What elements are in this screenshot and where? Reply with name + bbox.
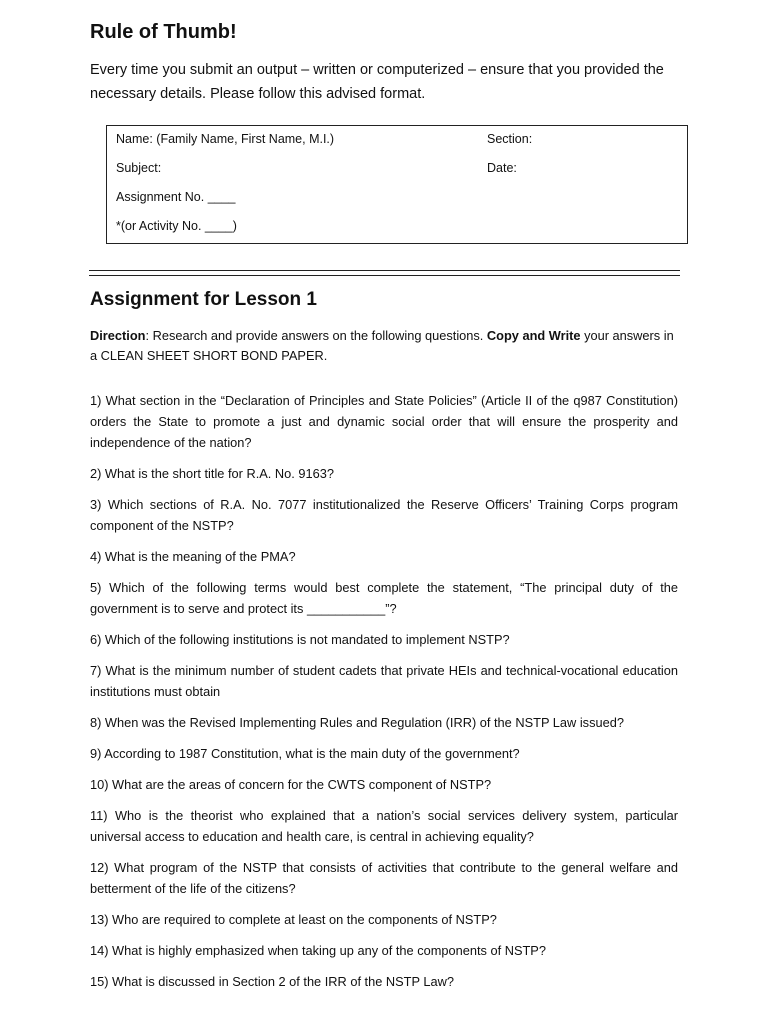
intro-paragraph: Every time you submit an output – written or computerized – ensure that you provided the necessary details. Please follow this advised format. [90, 62, 664, 102]
date-label: Date: [487, 161, 517, 175]
direction-text-1: : Research and provide answers on the following questions. [145, 328, 487, 343]
question-item: 5) Which of the following terms would best complete the statement, “The principal duty of the government is to serve and protect its ___________”? [90, 580, 678, 616]
question-item: 1) What section in the “Declaration of Principles and State Policies” (Article II of the q987 Constitution) orders the State to promote a just and dynamic social order that will ensure the prosperity and independence of the nation? [90, 393, 678, 450]
subject-label: Subject: [116, 161, 162, 175]
question-item: 2) What is the short title for R.A. No. 9163? [90, 466, 334, 481]
question-item: 14) What is highly emphasized when taking up any of the components of NSTP? [90, 943, 546, 958]
question-item: 7) What is the minimum number of student cadets that private HEIs and technical-vocational education institutions must obtain [90, 663, 678, 699]
question-item: 10) What are the areas of concern for the CWTS component of NSTP? [90, 777, 492, 792]
direction-label: Direction [90, 328, 146, 343]
direction-paragraph [90, 326, 680, 366]
question-item: 6) Which of the following institutions is not mandated to implement NSTP? [90, 632, 510, 647]
assignment-title: Assignment for Lesson 1 [90, 289, 317, 310]
direction-text-2: your answers in a CLEAN SHEET SHORT BOND PAPER. [90, 328, 674, 363]
name-label: Name: (Family Name, First Name, M.I.) [116, 132, 335, 146]
rule-section [90, 18, 680, 106]
question-item: 13) Who are required to complete at least on the components of NSTP? [90, 912, 497, 927]
question-list [90, 390, 678, 1002]
direction-emphasis: Copy and Write [486, 328, 581, 343]
format-box [106, 125, 688, 244]
question-item: 3) Which sections of R.A. No. 7077 institutionalized the Reserve Officers’ Training Corps program component of the NSTP? [90, 497, 678, 533]
assignment-number-label: Assignment No. ____ [116, 190, 236, 204]
question-item: 15) What is discussed in Section 2 of the IRR of the NSTP Law? [90, 974, 454, 989]
section-label: Section: [487, 132, 533, 146]
question-item: 8) When was the Revised Implementing Rules and Regulation (IRR) of the NSTP Law issued? [90, 715, 624, 730]
question-item: 9) According to 1987 Constitution, what is the main duty of the government? [90, 746, 520, 761]
page-title: Rule of Thumb! [90, 21, 237, 43]
question-item: 4) What is the meaning of the PMA? [90, 549, 296, 564]
section-divider [89, 270, 680, 276]
question-item: 12) What program of the NSTP that consists of activities that contribute to the general welfare and betterment of the life of the citizens? [90, 860, 678, 896]
question-item: 11) Who is the theorist who explained that a nation’s social services delivery system, particular universal access to education and health care, is central in achieving equality? [90, 808, 678, 844]
activity-number-label: *(or Activity No. ____) [116, 219, 237, 233]
